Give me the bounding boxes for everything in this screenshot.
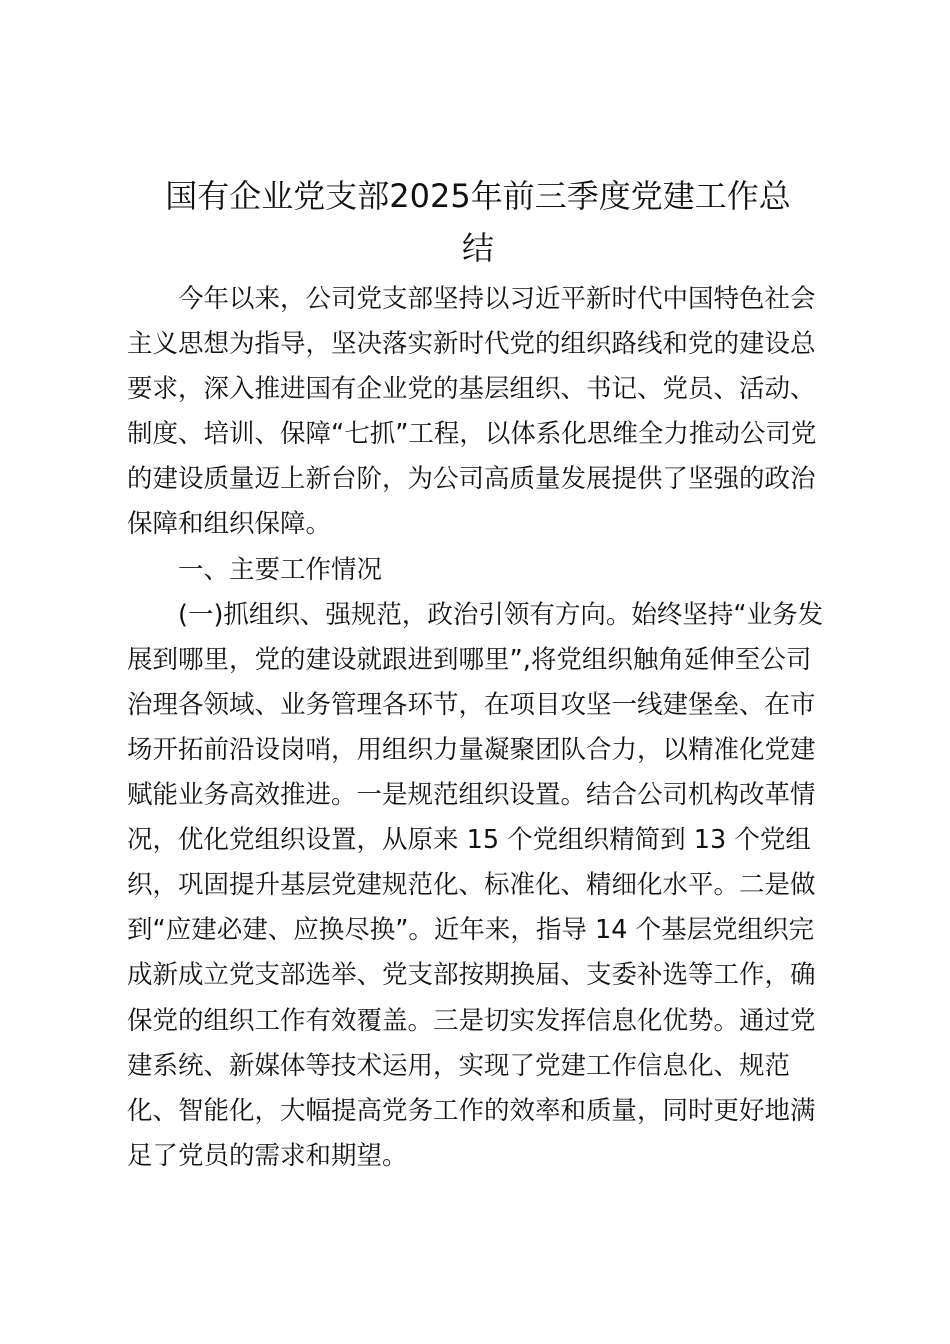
- section-heading: [127, 548, 827, 593]
- document-body: [127, 277, 827, 1179]
- title-line: 结: [461, 229, 494, 267]
- text-line: 制度、培训、保障“七抓”工程，以体系化思维全力推动公司党: [127, 419, 817, 450]
- text-line: 成新成立党支部选举、党支部按期换届、支委补选等工作，确: [127, 960, 816, 991]
- text-line: 保党的组织工作有效覆盖。三是切实发挥信息化优势。通过党: [127, 1005, 816, 1036]
- section-paragraph: [127, 593, 827, 1179]
- text-line: 况，优化党组织设置，从原来 15 个党组织精简到 13 个党组: [127, 825, 811, 856]
- text-line: 到“应建必建、应换尽换”。近年来，指导 14 个基层党组织完: [127, 915, 815, 946]
- text-line: 今年以来，公司党支部坚持以习近平新时代中国特色社会: [178, 284, 816, 314]
- text-line: 场开拓前沿设岗哨，用组织力量凝聚团队合力，以精准化党建: [127, 734, 816, 765]
- title-line: 国有企业党支部2025年前三季度党建工作总: [165, 177, 791, 215]
- text-line: 建系统、新媒体等技术运用，实现了党建工作信息化、规范: [127, 1050, 791, 1081]
- text-line: 治理各领域、业务管理各环节，在项目攻坚一线建堡垒、在市: [127, 689, 816, 720]
- heading-text: 一、主要工作情况: [178, 554, 383, 585]
- text-line: 化、智能化，大幅提高党务工作的效率和质量，同时更好地满: [127, 1095, 816, 1126]
- text-line: 展到哪里，党的建设就跟进到哪里”,将党组织触角延伸至公司: [127, 644, 812, 675]
- text-line: (一)抓组织、强规范，政治引领有方向。始终坚持“业务发: [178, 599, 824, 630]
- text-line: 的建设质量迈上新台阶，为公司高质量发展提供了坚强的政治: [127, 464, 816, 495]
- text-line: 赋能业务高效推进。一是规范组织设置。结合公司机构改革情: [127, 780, 816, 811]
- text-line: 足了党员的需求和期望。: [127, 1140, 408, 1171]
- text-line: 主义思想为指导，坚决落实新时代党的组织路线和党的建设总: [127, 329, 816, 360]
- intro-paragraph: [127, 277, 827, 548]
- text-line: 织，巩固提升基层党建规范化、标准化、精细化水平。二是做: [127, 870, 816, 901]
- text-line: 要求，深入推进国有企业党的基层组织、书记、党员、活动、: [127, 374, 816, 405]
- document-title: [128, 170, 828, 274]
- text-line: 保障和组织保障。: [127, 509, 332, 540]
